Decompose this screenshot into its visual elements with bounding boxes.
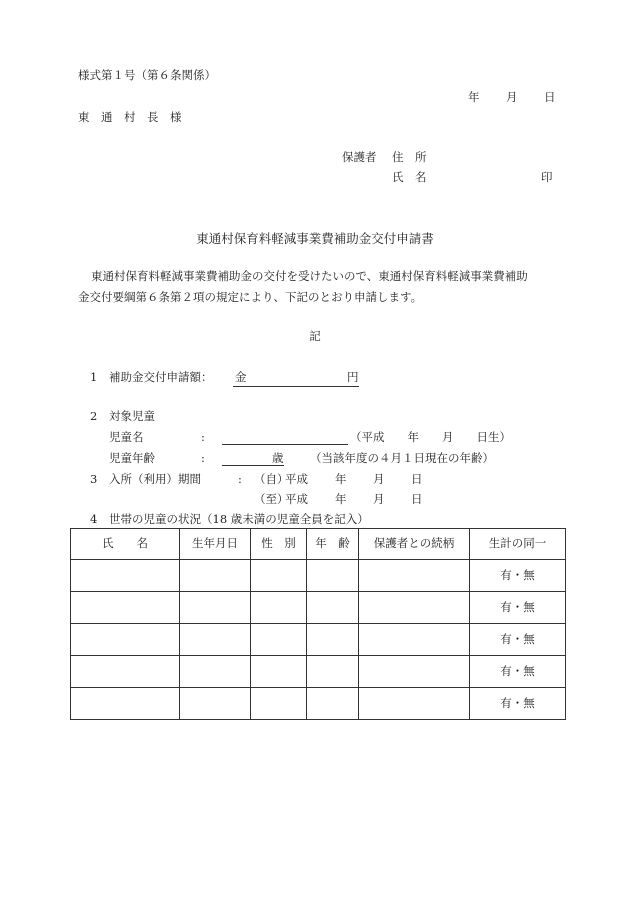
- cell-shared-livelihood[interactable]: 有・無: [470, 688, 566, 720]
- cell-gender[interactable]: [251, 688, 307, 720]
- cell-shared-livelihood[interactable]: 有・無: [470, 624, 566, 656]
- date-day-label: 日: [544, 90, 556, 104]
- period-to-day: 日: [411, 492, 423, 506]
- cell-relationship[interactable]: [359, 560, 470, 592]
- item2-label: 対象児童: [109, 409, 155, 423]
- child-age-underline: [222, 465, 284, 466]
- seal-mark: 印: [541, 170, 553, 184]
- cell-name[interactable]: [71, 592, 180, 624]
- child-name-label: 児童名: [109, 430, 144, 444]
- item1-number: 1: [90, 370, 98, 384]
- table-header-row: [71, 529, 566, 560]
- table-row: [71, 592, 566, 624]
- table-row: [71, 656, 566, 688]
- header-birthdate: 生年月日: [180, 529, 251, 560]
- header-age: 年 齢: [307, 529, 359, 560]
- amount-prefix: 金: [235, 370, 247, 384]
- cell-shared-livelihood[interactable]: 有・無: [470, 592, 566, 624]
- child-age-unit: 歳: [272, 451, 284, 465]
- cell-name[interactable]: [71, 560, 180, 592]
- child-age-note: （当該年度の４月１日現在の年齢）: [310, 451, 494, 465]
- period-from-prefix: （自）: [254, 472, 289, 486]
- header-shared-livelihood: 生計の同一: [470, 529, 566, 560]
- cell-gender[interactable]: [251, 560, 307, 592]
- cell-birthdate[interactable]: [180, 688, 251, 720]
- cell-gender[interactable]: [251, 624, 307, 656]
- cell-relationship[interactable]: [359, 688, 470, 720]
- cell-relationship[interactable]: [359, 624, 470, 656]
- period-to-month: 月: [373, 492, 385, 506]
- period-from-month: 月: [373, 472, 385, 486]
- guardian-label: 保護者: [342, 150, 377, 164]
- period-to-era: 平成: [285, 492, 308, 506]
- item2-number: 2: [90, 409, 98, 423]
- address-label: 住 所: [392, 150, 427, 164]
- child-birth-date: （平成 年 月 日生）: [350, 430, 511, 444]
- item3-number: 3: [90, 472, 98, 486]
- amount-underline: [233, 386, 359, 387]
- document-title: 東通村保育料軽減事業費補助金交付申請書: [196, 231, 434, 246]
- item1-label: 補助金交付申請額：: [109, 370, 213, 384]
- table-row: [71, 688, 566, 720]
- child-age-label: 児童年齢: [109, 451, 155, 465]
- table-row: [71, 560, 566, 592]
- cell-name[interactable]: [71, 624, 180, 656]
- cell-birthdate[interactable]: [180, 560, 251, 592]
- household-children-table: [70, 528, 566, 720]
- cell-name[interactable]: [71, 688, 180, 720]
- cell-age[interactable]: [307, 688, 359, 720]
- cell-relationship[interactable]: [359, 592, 470, 624]
- cell-gender[interactable]: [251, 656, 307, 688]
- header-relationship: 保護者との続柄: [359, 529, 470, 560]
- period-to-prefix: （至）: [254, 492, 289, 506]
- cell-age[interactable]: [307, 656, 359, 688]
- addressee: 東 通 村 長 様: [78, 110, 182, 124]
- item3-colon: :: [238, 472, 242, 486]
- header-name: 氏 名: [71, 529, 180, 560]
- period-from-day: 日: [411, 472, 423, 486]
- table-row: [71, 624, 566, 656]
- child-age-colon: :: [201, 451, 205, 465]
- item4-number: 4: [90, 512, 98, 526]
- cell-shared-livelihood[interactable]: 有・無: [470, 656, 566, 688]
- cell-age[interactable]: [307, 560, 359, 592]
- date-month-label: 月: [506, 90, 518, 104]
- cell-age[interactable]: [307, 624, 359, 656]
- child-name-underline: [222, 444, 348, 445]
- period-from-era: 平成: [285, 472, 308, 486]
- child-name-colon: :: [201, 430, 205, 444]
- header-gender: 性 別: [251, 529, 307, 560]
- cell-gender[interactable]: [251, 592, 307, 624]
- cell-name[interactable]: [71, 656, 180, 688]
- period-to-year: 年: [335, 492, 347, 506]
- cell-birthdate[interactable]: [180, 592, 251, 624]
- item4-label: 世帯の児童の状況（18 歳未満の児童全員を記入）: [109, 512, 369, 526]
- name-label: 氏 名: [392, 170, 427, 184]
- item3-label: 入所（利用）期間: [109, 472, 201, 486]
- form-number: 様式第１号（第６条関係）: [78, 68, 216, 82]
- body-line-1: 東通村保育料軽減事業費補助金の交付を受けたいので、東通村保育料軽減事業費補助: [91, 269, 528, 283]
- period-from-year: 年: [335, 472, 347, 486]
- cell-shared-livelihood[interactable]: 有・無: [470, 560, 566, 592]
- cell-relationship[interactable]: [359, 656, 470, 688]
- cell-birthdate[interactable]: [180, 656, 251, 688]
- body-line-2: 金交付要綱第６条第２項の規定により、下記のとおり申請します。: [78, 290, 423, 304]
- cell-birthdate[interactable]: [180, 624, 251, 656]
- date-year-label: 年: [468, 90, 480, 104]
- amount-unit: 円: [347, 370, 359, 384]
- ki-heading: 記: [309, 329, 321, 343]
- cell-age[interactable]: [307, 592, 359, 624]
